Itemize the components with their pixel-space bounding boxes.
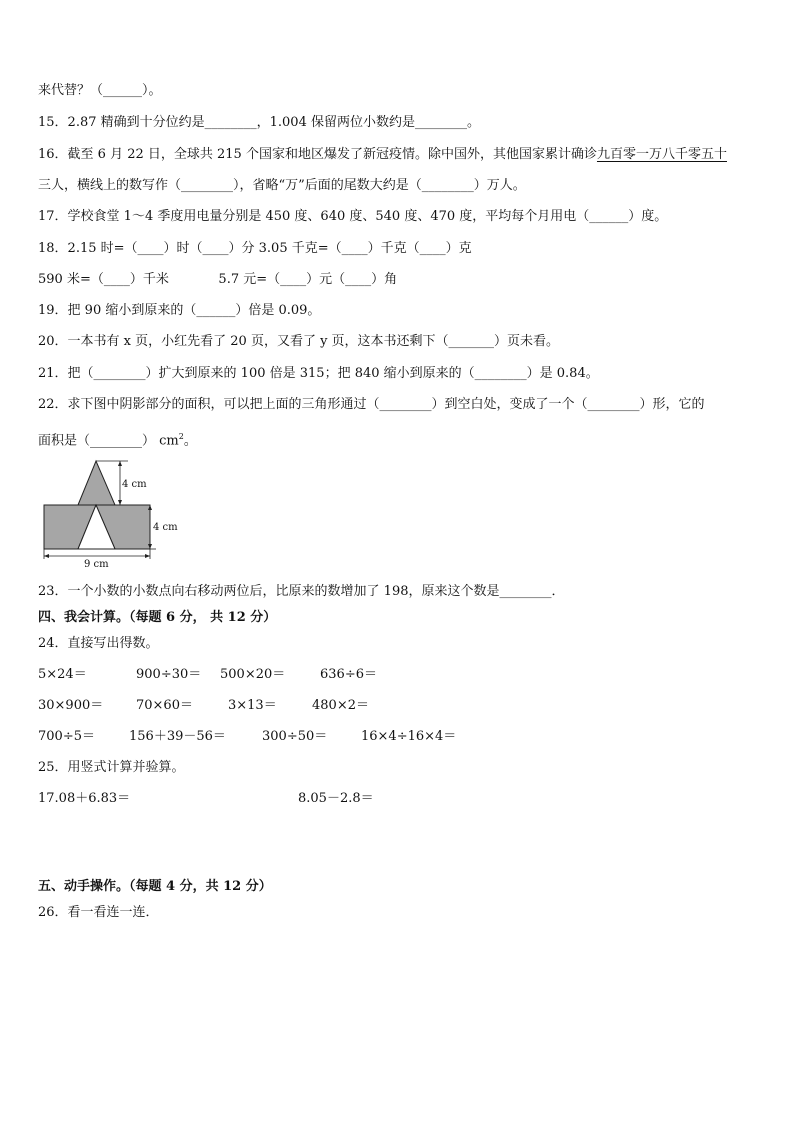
- section-4-heading: 四、我会计算。（每题 6 分， 共 12 分）: [38, 610, 277, 625]
- calc-item: 156＋39－56＝: [129, 729, 226, 744]
- vertical-calc-item: 17.08＋6.83＝: [38, 791, 131, 806]
- q21: 21．把（________）扩大到原来的 100 倍是 315；把 840 缩小到原来的（________）是 0.84。: [38, 366, 599, 381]
- q14-continuation: 来代替？（______）。: [38, 83, 162, 98]
- calc-item: 636÷6＝: [320, 667, 377, 682]
- shaded-area-figure: [38, 455, 208, 575]
- arrow-left: [44, 554, 49, 558]
- q22-line1: 22．求下图中阴影部分的面积，可以把上面的三角形通过（________）到空白处，变成了一个（________）形，它的: [38, 397, 705, 412]
- calc-item: 700÷5＝: [38, 729, 95, 744]
- shaded-triangle: [78, 461, 115, 505]
- arrow-top: [118, 461, 122, 466]
- q24: 24．直接写出得数。: [38, 636, 159, 651]
- q16-line2: 三人，横线上的数写作（________），省略“万”后面的尾数大约是（________）万人。: [38, 178, 526, 193]
- calc-item: 5×24＝: [38, 667, 87, 682]
- q25: 25．用竖式计算并验算。: [38, 760, 185, 775]
- calc-item: 70×60＝: [136, 698, 193, 713]
- label-width: 9 cm: [84, 559, 109, 570]
- q22-period: 。: [183, 433, 197, 449]
- section-5-heading: 五、动手操作。（每题 4 分，共 12 分）: [38, 879, 272, 894]
- q16-underlined-number: 九百零一万八千零五十: [596, 147, 727, 162]
- calc-item: 480×2＝: [312, 698, 369, 713]
- label-triangle-height: 4 cm: [122, 479, 147, 490]
- q16-line1: [38, 146, 727, 164]
- q20: 20．一本书有 x 页，小红先看了 20 页，又看了 y 页，这本书还剩下（_______）页未看。: [38, 334, 560, 349]
- calc-item: 300÷50＝: [262, 729, 328, 744]
- q26: 26．看一看连一连．: [38, 905, 159, 920]
- q19: 19．把 90 缩小到原来的（______）倍是 0.09。: [38, 303, 321, 318]
- arrow-bottom: [118, 500, 122, 505]
- q22-line2: [38, 428, 197, 450]
- squared-superscript: 2: [178, 432, 184, 441]
- q16-text: 16．截至 6 月 22 日，全球共 215 个国家和地区爆发了新冠疫情。除中国外，其他国家累计确诊: [38, 147, 597, 162]
- q18-line1: 18．2.15 时=（____）时（____）分 3.05 千克=（____）千克（____）克: [38, 241, 472, 256]
- calc-item: 16×4÷16×4＝: [361, 729, 457, 744]
- q15: 15．2.87 精确到十分位约是________，1.004 保留两位小数约是________。: [38, 115, 480, 130]
- calc-item: 3×13＝: [228, 698, 277, 713]
- q22-text: 面积是（________） cm: [38, 433, 179, 449]
- calc-item: 500×20＝: [220, 667, 286, 682]
- arrow-right: [145, 554, 150, 558]
- calc-item: 900÷30＝: [136, 667, 202, 682]
- q18-line2: 590 米=（____）千米 5.7 元=（____）元（____）角: [38, 272, 398, 287]
- label-rect-height: 4 cm: [153, 522, 178, 533]
- q17: 17．学校食堂 1～4 季度用电量分别是 450 度、640 度、540 度、470 度，平均每个月用电（______）度。: [38, 209, 668, 224]
- q23: 23．一个小数的小数点向右移动两位后，比原来的数增加了 198，原来这个数是________．: [38, 584, 565, 599]
- vertical-calc-item: 8.05－2.8＝: [298, 791, 374, 806]
- calc-item: 30×900＝: [38, 698, 104, 713]
